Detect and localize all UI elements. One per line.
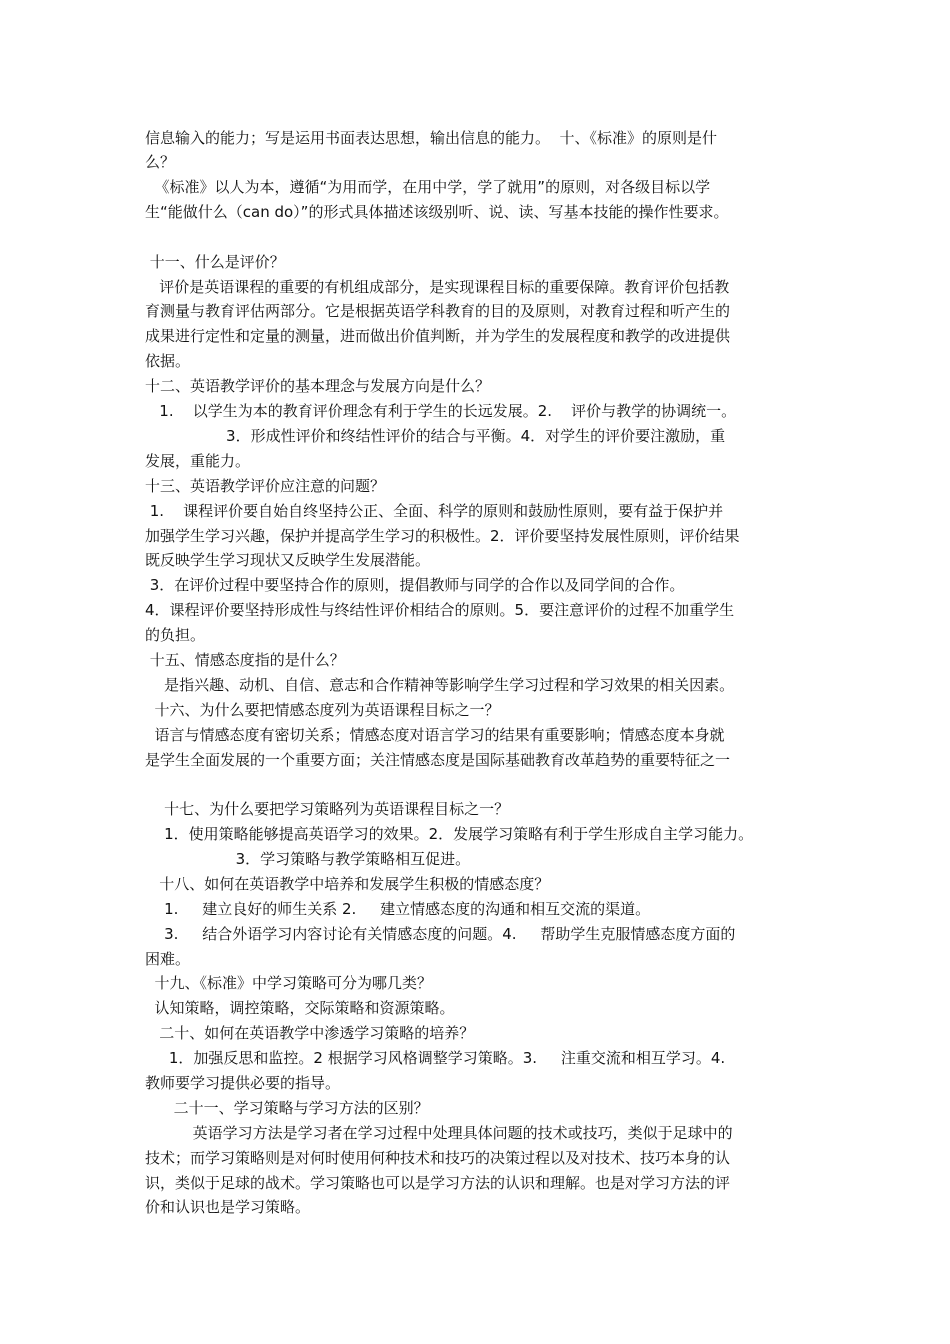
section-heading: 十三、英语教学评价应注意的问题？ — [145, 477, 386, 495]
text-line: 3．形成性评价和终结性评价的结合与平衡。4．对学生的评价要注激励，重 — [145, 427, 726, 445]
section-heading: 二十、如何在英语教学中渗透学习策略的培养？ — [145, 1024, 475, 1042]
section-heading: 十九、《标准》中学习策略可分为哪几类？ — [145, 974, 433, 992]
text-line: 英语学习方法是学习者在学习过程中处理具体问题的技术或技巧，类似于足球中的 — [145, 1124, 733, 1142]
text-line: 么？ — [145, 153, 176, 171]
section-heading: 十二、英语教学评价的基本理念与发展方向是什么？ — [145, 377, 491, 395]
text-line: 加强学生学习兴趣，保护并提高学生学习的积极性。2．评价要坚持发展性原则，评价结果 — [145, 527, 740, 545]
text-line: 育测量与教育评估两部分。它是根据英语学科教育的目的及原则，对教育过程和听产生的 — [145, 302, 731, 320]
text-line: 成果进行定性和定量的测量，进而做出价值判断，并为学生的发展程度和教学的改进提供 — [145, 327, 731, 345]
text-line: 4．课程评价要坚持形成性与终结性评价相结合的原则。5．要注意评价的过程不加重学生 — [145, 601, 735, 619]
text-line: 1．加强反思和监控。2 根据学习风格调整学习策略。3. 注重交流和相互学习。4. — [145, 1049, 726, 1067]
text-line: 的负担。 — [145, 626, 206, 644]
text-line: 发展，重能力。 — [145, 452, 251, 470]
text-line: 认知策略，调控策略，交际策略和资源策略。 — [145, 999, 455, 1017]
text-line: 语言与情感态度有密切关系；情感态度对语言学习的结果有重要影响；情感态度本身就 — [145, 726, 725, 744]
text-line: 是学生全面发展的一个重要方面；关注情感态度是国际基础教育改革趋势的重要特征之一 — [145, 751, 731, 769]
text-line: 技术；而学习策略则是对何时使用何种技术和技巧的决策过程以及对技术、技巧本身的认 — [145, 1149, 731, 1167]
text-line: 评价是英语课程的重要的有机组成部分，是实现课程目标的重要保障。教育评价包括教 — [145, 278, 730, 296]
text-line: 1. 建立良好的师生关系 2. 建立情感态度的沟通和相互交流的渠道。 — [145, 900, 651, 918]
text-line: 1. 以学生为本的教育评价理念有利于学生的长远发展。2. 评价与教学的协调统一。 — [145, 402, 737, 420]
text-line: 3．在评价过程中要坚持合作的原则，提倡教师与同学的合作以及同学间的合作。 — [145, 576, 685, 594]
text-line: 生“能做什么（can do）”的形式具体描述该级别听、说、读、写基本技能的操作性要求。 — [145, 203, 729, 221]
text-line: 是指兴趣、动机、自信、意志和合作精神等影响学生学习过程和学习效果的相关因素。 — [145, 676, 735, 694]
text-line: 3. 结合外语学习内容讨论有关情感态度的问题。4. 帮助学生克服情感态度方面的 — [145, 925, 736, 943]
section-heading: 二十一、学习策略与学习方法的区别？ — [145, 1099, 429, 1117]
text-line: 教师要学习提供必要的指导。 — [145, 1074, 341, 1092]
text-line: 困难。 — [145, 950, 191, 968]
section-heading: 十八、如何在英语教学中培养和发展学生积极的情感态度？ — [145, 875, 550, 893]
section-heading: 十一、什么是评价？ — [145, 253, 285, 271]
text-line: 3．学习策略与教学策略相互促进。 — [145, 850, 471, 868]
text-line: 识，类似于足球的战术。学习策略也可以是学习方法的认识和理解。也是对学习方法的评 — [145, 1174, 731, 1192]
text-line: 信息输入的能力；写是运用书面表达思想，输出信息的能力。 十、《标准》的原则是什 — [145, 129, 718, 147]
section-heading: 十七、为什么要把学习策略列为英语课程目标之一？ — [145, 800, 510, 818]
section-heading: 十六、为什么要把情感态度列为英语课程目标之一？ — [145, 701, 500, 719]
text-line: 依据。 — [145, 352, 191, 370]
text-line: 1. 课程评价要自始自终坚持公正、全面、科学的原则和鼓励性原则，要有益于保护并 — [145, 502, 724, 520]
section-heading: 十五、情感态度指的是什么？ — [145, 651, 345, 669]
text-line: 1．使用策略能够提高英语学习的效果。2．发展学习策略有利于学生形成自主学习能力。 — [145, 825, 754, 843]
text-line: 既反映学生学习现状又反映学生发展潜能。 — [145, 551, 431, 569]
text-line: 《标准》以人为本，遵循“为用而学，在用中学，学了就用”的原则，对各级目标以学 — [145, 178, 711, 196]
text-line: 价和认识也是学习策略。 — [145, 1198, 311, 1216]
